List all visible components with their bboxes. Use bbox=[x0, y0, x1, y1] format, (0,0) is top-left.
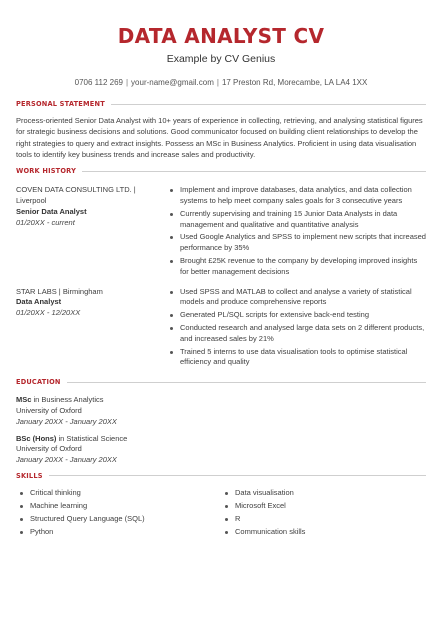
section-title: PERSONAL STATEMENT bbox=[16, 100, 105, 108]
job-bullet: Trained 5 interns to use data visualisation tools to optimise statistical efficiency and quality bbox=[180, 347, 426, 369]
section-title: SKILLS bbox=[16, 471, 43, 480]
job-bullet: Brought £25K revenue to the company by developing improved insights for better management decisions bbox=[180, 256, 426, 278]
job-meta bbox=[16, 287, 166, 371]
cv-subtitle: Example by CV Genius bbox=[166, 53, 276, 65]
skill-item: Structured Query Language (SQL) bbox=[30, 514, 221, 525]
skills-column-left bbox=[16, 488, 221, 540]
section-skills bbox=[16, 472, 426, 480]
skill-item: Python bbox=[30, 527, 221, 538]
education-entry bbox=[16, 434, 426, 466]
education-dates: January 20XX - January 20XX bbox=[16, 416, 117, 426]
education-field: in Statistical Science bbox=[56, 433, 128, 443]
job-company: COVEN DATA CONSULTING LTD. | Liverpool bbox=[16, 185, 136, 205]
education-field: in Business Analytics bbox=[31, 395, 104, 405]
section-work-history bbox=[16, 167, 426, 175]
section-divider bbox=[82, 171, 426, 172]
job-bullet: Used SPSS and MATLAB to collect and analyse a variety of statistical models and produce comprehensive reports bbox=[180, 287, 426, 309]
contact-separator: | bbox=[216, 78, 219, 87]
contact-separator: | bbox=[125, 78, 129, 87]
education-dates: January 20XX - January 20XX bbox=[16, 455, 117, 465]
skill-item: Machine learning bbox=[30, 501, 221, 512]
job-role: Senior Data Analyst bbox=[16, 206, 87, 216]
section-divider bbox=[67, 382, 426, 383]
job-details bbox=[166, 185, 426, 279]
job-dates: 01/20XX - 12/20XX bbox=[16, 308, 81, 318]
education-degree-line bbox=[16, 395, 426, 406]
skills-list bbox=[16, 488, 221, 538]
job-details bbox=[166, 287, 426, 371]
cv-name: DATA ANALYST CV bbox=[117, 24, 325, 48]
education-degree: MSc bbox=[16, 395, 32, 405]
job-bullet: Implement and improve databases, data analytics, and data collection systems to help meet company sales goals for 3 consecutive years bbox=[180, 185, 426, 207]
section-title: EDUCATION bbox=[16, 378, 61, 387]
education-school: University of Oxford bbox=[16, 444, 82, 454]
job-company: STAR LABS | Birmingham bbox=[16, 286, 103, 296]
skill-item: Microsoft Excel bbox=[235, 501, 426, 512]
skill-item: Critical thinking bbox=[30, 488, 221, 499]
skills-column-right bbox=[221, 488, 426, 540]
job-bullet-list bbox=[166, 185, 426, 277]
job-entry bbox=[16, 185, 426, 279]
job-role: Data Analyst bbox=[16, 297, 62, 307]
contact-email: your-name@gmail.com bbox=[131, 78, 214, 87]
job-dates: 01/20XX - current bbox=[16, 217, 75, 227]
education-entry bbox=[16, 395, 426, 427]
contact-address: 17 Preston Rd, Morecambe, LA LA4 1XX bbox=[221, 78, 368, 87]
job-bullet: Conducted research and analysed large data sets on 2 different products, and increased sales by 21% bbox=[180, 322, 425, 343]
contact-line bbox=[16, 78, 426, 88]
education-degree-line bbox=[16, 434, 426, 445]
skills-list bbox=[221, 488, 426, 538]
skill-item: R bbox=[235, 514, 426, 525]
job-bullet: Used Google Analytics and SPSS to implement new scripts that increased performance by 35% bbox=[180, 232, 426, 253]
job-bullet: Currently supervising and training 15 Junior Data Analysts in data management and qualitative and quantitative analysis bbox=[180, 209, 426, 231]
education-degree: BSc (Hons) bbox=[16, 433, 57, 443]
section-education bbox=[16, 378, 426, 386]
contact-phone: 0706 112 269 bbox=[74, 78, 123, 87]
section-divider bbox=[111, 104, 426, 105]
section-divider bbox=[49, 475, 426, 476]
section-personal-statement bbox=[16, 100, 426, 108]
skill-item: Communication skills bbox=[235, 527, 426, 538]
personal-statement-text: Process-oriented Senior Data Analyst with 10+ years of experience in collecting, retrieving, and analysing statistical figures for strategic business decisions and solutions. Good communicator focused on building client relationships to develop the right strategies to query and extract insights. Possess an MSc in Business Analytics. Proficient in using data visualisation tools to identify key business trends and increase sales and productivity. bbox=[16, 116, 423, 159]
job-meta bbox=[16, 185, 166, 279]
job-bullet-list bbox=[166, 287, 426, 369]
section-title: WORK HISTORY bbox=[16, 167, 77, 176]
skills-grid bbox=[16, 488, 426, 540]
skill-item: Data visualisation bbox=[235, 488, 426, 499]
job-bullet: Generated PL/SQL scripts for extensive back-end testing bbox=[180, 310, 426, 321]
job-entry bbox=[16, 287, 426, 371]
education-school: University of Oxford bbox=[16, 405, 82, 415]
